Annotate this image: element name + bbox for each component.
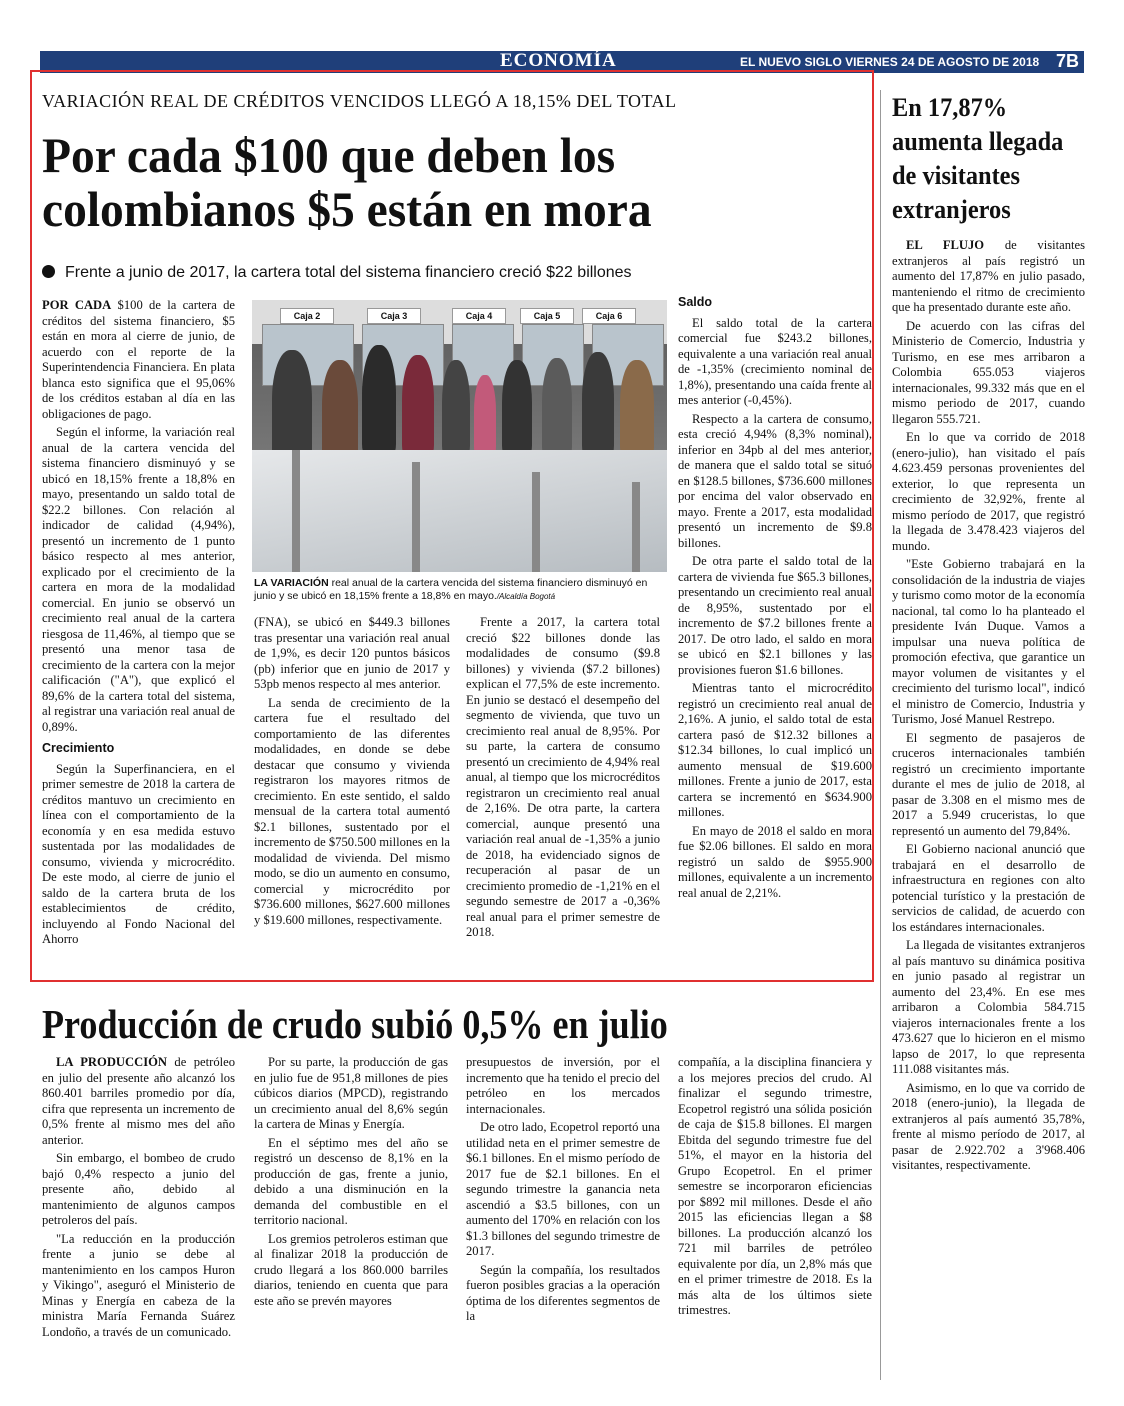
person-shape: [502, 360, 532, 455]
caja-sign: Caja 3: [367, 308, 421, 324]
person-shape: [620, 360, 654, 456]
person-shape: [582, 352, 614, 456]
person-shape: [442, 360, 470, 455]
page-number: 7B: [1056, 51, 1080, 71]
second-column-1: [42, 1055, 235, 1343]
paragraph: El Gobierno nacional anunció que trabajará en el desarrollo de infraestructura en regiones con alto potencial turístico y la prestación de servicios de calidad, de acuerdo con los estándares internacionales.: [892, 842, 1085, 934]
lead-in: EL FLUJO: [906, 238, 985, 252]
paragraph: Según la compañía, los resultados fueron posibles gracias a la operación óptima de los diferentes segmentos de la: [466, 1262, 660, 1323]
main-column-3: [466, 615, 660, 944]
paragraph: La senda de crecimiento de la cartera fue el resultado del comportamiento de las diferentes modalidades, en donde se debe destacar que consumo y vivienda registraron los mayores ritmos de crecimiento. En este sentido, el saldo mensual de la cartera total aumentó $2.1 billones, sustentado por el incremento de $750.500 millones en la modalidad de vivienda. Del mismo modo, se dio un aumento en consumo, comercial y microcrédito por $736.600 millones, $627.600 millones y $19.600 millones, respectivamente.: [254, 695, 450, 927]
paragraph: Respecto a la cartera de consumo, esta creció 4,94% (8,3% nominal), inferior en 34pb al del mes anterior, de manera que el saldo total se situó en $128.5 billones, $736.600 millones por encima del valor observado en mayo. Frente a 2017, esta modalidad presentó un incremento de $9.8 billones.: [678, 411, 872, 550]
side-headline: En 17,87% aumenta llegada de visitantes extranjeros: [892, 92, 1064, 224]
column-rule: [880, 90, 881, 1380]
paragraph: Los gremios petroleros estiman que al finalizar 2018 la producción de crudo llegará a los 860.000 barriles diarios, teniendo en cuenta que para este año se prevén mayores: [254, 1231, 448, 1308]
counter-post: [532, 472, 540, 572]
paper-date-line: EL NUEVO SIGLO VIERNES 24 DE AGOSTO DE 2018: [740, 55, 1040, 69]
section-title: ECONOMÍA: [500, 50, 617, 71]
person-shape: [362, 345, 396, 455]
paragraph: [42, 1055, 235, 1148]
paragraph: [42, 298, 235, 422]
paragraph: presupuestos de inversión, por el incremento que ha tenido el precio del petróleo en los mercados internacionales.: [466, 1055, 660, 1116]
second-column-4: [678, 1055, 872, 1322]
caja-sign: Caja 4: [452, 308, 506, 324]
paragraph: Sin embargo, el bombeo de crudo bajó 0,4% respecto a junio del presente año, debido al mantenimiento de algunos campos petroleros del país.: [42, 1151, 235, 1227]
paragraph: El saldo total de la cartera comercial fue $243.2 billones, equivalente a una variación real anual de -1,35% (crecimiento nominal de 1,8%), presentando una caída frente al mes anterior (-0,45%).: [678, 315, 872, 407]
caption-text: real anual de la cartera vencida del sistema financiero disminuyó en junio y se ubicó en 18,15% frente a 18,8% en mayo.: [254, 577, 648, 602]
second-column-3: [466, 1055, 660, 1328]
main-column-1: [42, 298, 235, 951]
person-shape: [474, 375, 496, 455]
subhead: Saldo: [678, 295, 713, 309]
person-shape: [542, 358, 572, 456]
paragraph: En lo que va corrido de 2018 (enero-julio), han visitado el país 4.623.459 personas provenientes del exterior, lo que representa un crecimiento de 32,92%, frente al mismo período de 2017, que registró la llegada de 3.478.423 viajeros del mundo.: [892, 430, 1085, 553]
caja-sign: Caja 5: [520, 308, 574, 324]
lead-in: LA PRODUCCIÓN: [56, 1055, 167, 1069]
main-column-4: [678, 295, 872, 904]
paragraph: De otra parte el saldo total de la cartera de vivienda fue $65.3 billones, presentando un crecimiento real anual de 8,95%, sustentado por el incremento de $7.2 billones frente a 2017. De otro lado, el saldo en mora se ubicó en $2.1 billones y las provisiones fueron $1.6 billones.: [678, 554, 872, 677]
bullet-icon: [42, 265, 55, 278]
counter-post: [412, 462, 420, 572]
paragraph: compañía, a la disciplina financiera y a los mejores precios del crudo. Al finalizar el segundo trimestre, Ecopetrol registró una sólida posición de caja de $15.8 billones. El margen Ebitda del segundo trimestre fue del 51%, el mayor en la historia del Grupo Ecopetrol. En el primer semestre se incorporaron eficiencias por $892 mil millones. Desde el año 2015 las eficiencias llegan a $8 billones. La producción alcanzó los 721 mil barriles de petróleo equivalente por día, un 2,8% más que en el primer trimestre de 2018. Es la más alta de los últimos siete trimestres.: [678, 1055, 872, 1317]
counter-post: [632, 482, 640, 572]
headline-line-1: Por cada $100 que deben los: [42, 127, 616, 183]
counter-post: [292, 450, 300, 572]
paragraph: De otro lado, Ecopetrol reportó una utilidad neta en el primer semestre de $6.1 billones. En el mismo período de 2017 fue de $2.1 billones. En el segundo trimestre la ganancia neta ascendió a $3.5 billones, con un aumento del 170% en relación con los $1.3 billones del segundo trimestre de 2017.: [466, 1120, 660, 1258]
subhead: Crecimiento: [42, 741, 115, 755]
photo-caption: [254, 577, 669, 603]
side-column: [892, 238, 1085, 1177]
person-shape: [402, 355, 434, 455]
caja-sign: Caja 2: [280, 308, 334, 324]
paragraph: Por su parte, la producción de gas en julio fue de 951,8 millones de pies cúbicos diarios (MPCD), registrando un crecimiento anual del 8,6% según la cartera de Minas y Energía.: [254, 1055, 448, 1131]
paragraph: "Este Gobierno trabajará en la consolidación de la industria de viajes y turismo como motor de la economía nacional, tal como lo ha planteado el presidente Iván Duque. Vamos a impulsar una nueva política de promoción efectiva, que garantice un mayor volumen de visitantes y el crecimiento del turismo local", indicó el ministro de Comercio, Industria y Turismo, José Manuel Restrepo.: [892, 557, 1085, 726]
lead-in: POR CADA: [42, 298, 112, 312]
article-headline: [42, 128, 802, 236]
main-column-2: [254, 615, 450, 931]
paragraph: Asimismo, en lo que va corrido de 2018 (enero-junio), la llegada de extranjeros al país aumentó 35,78%, frente al mismo período de 2017, al pasar de 2.922.702 a 3'968.406 visitantes, respectivamente.: [892, 1080, 1085, 1172]
paragraph: Frente a 2017, la cartera total creció $22 billones donde las modalidades de consumo ($9.8 billones) y vivienda ($7.2 billones) explican el 77,5% de este incremento. En junio se destacó el desempeño del segmento de vivienda, que tuvo un crecimiento real anual de 8,95%. Por su parte, la cartera de consumo presentó un crecimiento de 4,94% real anual, al tiempo que los microcréditos registraron un crecimiento real anual de 2,16%. De otra parte, la cartera comercial, aunque presentó una variación real anual de -1,35% a junio de 2018, ha evidenciado signos de recuperación al pasar de un crecimiento promedio de -1,21% en el segundo semestre de 2017 a -0,36% real anual para el primer semestre de 2018.: [466, 615, 660, 939]
headline-line-2: colombianos $5 están en mora: [42, 181, 652, 237]
paragraph-text: de petróleo en julio del presente año alcanzó los 860.401 barriles promedio por día, cifra que representa un incremento de 0,5% frente al mismo mes del año anterior.: [42, 1055, 235, 1147]
paragraph: De acuerdo con las cifras del Ministerio de Comercio, Industria y Turismo, en ese mes arribaron a Colombia 655.053 viajeros internacionales, 99.332 más que en el mismo periodo de 2017, cuando llegaron 555.721.: [892, 318, 1085, 426]
paragraph: Según el informe, la variación real anual de la cartera vencida del sistema financiero disminuyó y se ubicó en 18,15% frente a 18,8% en mayo, presentando un saldo total de $22.2 billones. Con relación al indicador de calidad (4,94%), presentó un incremento de 1 punto básico respecto al mes anterior, explicado por el crecimiento de la cartera en mora de la modalidad comercial. En junio se observó un crecimiento real anual de la cartera riesgosa de 11,46%, al tiempo que se presentó una menor tasa de crecimiento de la cartera con la mejor calificación ("A"), que explicó el 89,6% de la cartera total del sistema, al registrar una variación real anual de 0,89%.: [42, 425, 236, 734]
paragraph: La llegada de visitantes extranjeros al país mantuvo su dinámica positiva en junio pasado al registrar un aumento del 23,4%. En ese mes arribaron a Colombia 584.715 viajeros internacionales frente a los 473.627 que lo hicieron en el mismo lapso de 2017, lo que representa 111.088 visitantes más.: [892, 938, 1085, 1076]
paragraph: (FNA), se ubicó en $449.3 billones tras presentar una variación real anual de 1,9%, es decir 120 puntos básicos (pb) inferior que en junio de 2017 y 53pb menos respecto al mes anterior.: [254, 615, 450, 691]
caja-sign: Caja 6: [582, 308, 636, 324]
subheadline-text: Frente a junio de 2017, la cartera total del sistema financiero creció $22 billones: [65, 264, 632, 281]
paragraph: [892, 238, 1085, 316]
person-shape: [322, 360, 358, 460]
glass-counter: [252, 450, 667, 572]
second-column-2: [254, 1055, 448, 1312]
paragraph: En mayo de 2018 el saldo en mora fue $2.06 billones. El saldo en mora registró un saldo de $955.900 millones, equivalente a un incremento real anual de 2,21%.: [678, 823, 872, 900]
second-headline: Producción de crudo subió 0,5% en julio: [42, 1001, 668, 1047]
article-kicker: VARIACIÓN REAL DE CRÉDITOS VENCIDOS LLEGÓ A 18,15% DEL TOTAL: [42, 91, 677, 111]
photo-credit: /Alcaldía Bogotá: [496, 592, 556, 601]
paragraph: Mientras tanto el microcrédito registró un crecimiento real anual de 2,16%. A junio, el saldo total de esta cartera pasó de $12.32 billones a $12.34 billones, lo cual implicó un aumento mensual de $19.600 millones. Frente a junio de 2017, esta cartera se incrementó en $634.900 millones.: [678, 681, 872, 819]
paragraph-text: $100 de la cartera de créditos del sistema financiero, $5 están en mora al cierre de junio, de acuerdo con el reporte de la Superintendencia Financiera. En plata blanca esto significa que el 95,06% de los créditos estaban al día en las obligaciones de pago.: [42, 298, 235, 421]
paragraph: El segmento de pasajeros de cruceros internacionales también registró un crecimiento importante durante el mes de julio de 2018, al pasar de 3.308 en el mismo mes de 2017 a 5.949 cruceristas, lo que representó un aumento del 79,84%.: [892, 730, 1085, 838]
paragraph: En el séptimo mes del año se registró un descenso de 8,1% en la producción de gas, frente a junio, debido a una disminución en la demanda del combustible en el territorio nacional.: [254, 1135, 448, 1227]
caption-lead: LA VARIACIÓN: [254, 577, 329, 589]
article-subheadline: [42, 264, 862, 282]
paragraph-text: de visitantes extranjeros al país registró un aumento del 17,87% en julio pasado, manteniendo el ritmo de crecimiento que ha presentado durante este año.: [892, 238, 1085, 314]
person-shape: [272, 350, 312, 460]
news-photo: [252, 300, 667, 572]
paragraph: "La reducción en la producción frente a junio se debe al mantenimiento en los campos Huron y Vikingo", aseguró el Ministerio de Minas y Energía en cabeza de la ministra María Fernanda Suárez Londoño, a través de un comunicado.: [42, 1231, 235, 1339]
paragraph: Según la Superfinanciera, en el primer semestre de 2018 la cartera de créditos mantuvo un crecimiento en línea con el comportamiento de la economía y en esa medida estuvo sustentada por las modalidades de consumo, vivienda y microcrédito. De este modo, al cierre de junio el saldo de la cartera bruta de los establecimientos de crédito, incluyendo al Fondo Nacional del Ahorro: [42, 761, 235, 946]
